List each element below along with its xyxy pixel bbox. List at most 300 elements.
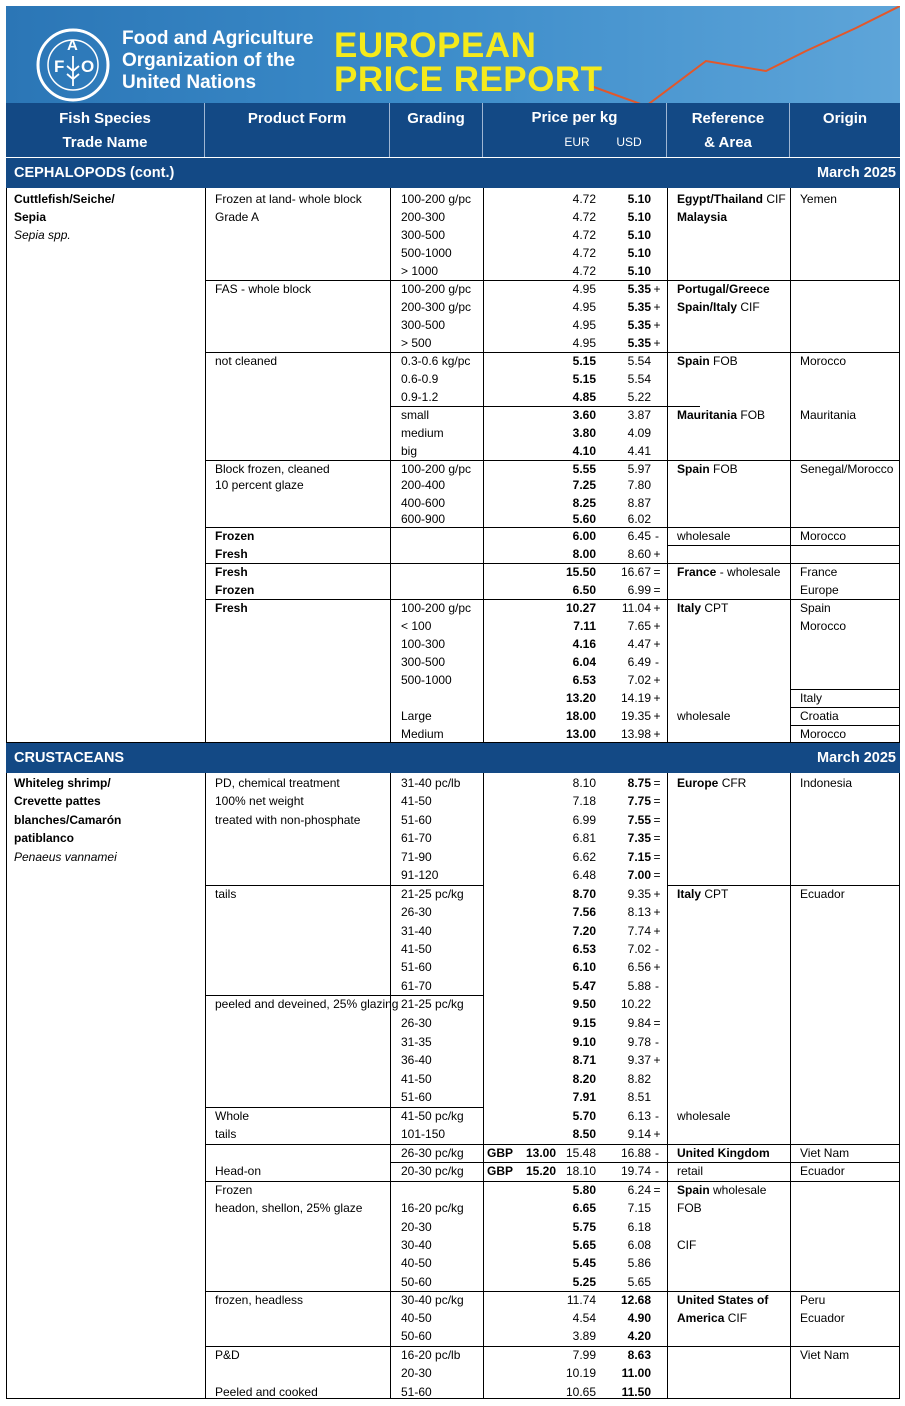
price-eur: 5.47: [572, 979, 596, 993]
price-eur: 7.18: [572, 794, 596, 808]
species-name: patiblanco: [14, 831, 75, 845]
group-divider: [790, 689, 900, 690]
report-title-line-1: EUROPEAN: [334, 26, 537, 65]
group-divider: [790, 707, 900, 708]
header-grading-label: Grading: [407, 110, 465, 127]
reference-market: Spain/Italy: [677, 300, 738, 314]
trend-indicator: =: [653, 1183, 661, 1197]
product-form: P&D: [215, 1348, 240, 1362]
grading: 51-60: [401, 1385, 432, 1399]
origin: Morocco: [800, 354, 847, 368]
section-title: CRUSTACEANS: [14, 750, 125, 766]
origin: Ecuador: [800, 1164, 845, 1178]
table-row: [6, 545, 900, 563]
grading: 16-20 pc/kg: [401, 1201, 464, 1215]
price-usd: 4.47: [627, 637, 651, 651]
header-form-label: Product Form: [247, 110, 347, 127]
table-row: [6, 581, 900, 599]
price-usd: 6.45: [627, 529, 651, 543]
table-row: [6, 958, 900, 976]
grading: 71-90: [401, 850, 432, 864]
table-row: [6, 352, 900, 370]
price-usd: 5.10: [627, 228, 651, 242]
price-eur: 10.27: [565, 601, 596, 615]
price-eur: 6.04: [572, 655, 596, 669]
reference-terms: wholesale: [713, 1183, 767, 1197]
price-eur: 5.65: [572, 1238, 596, 1252]
price-eur: 8.70: [572, 887, 596, 901]
species-name: Cuttlefish/Seiche/: [14, 192, 115, 206]
table-row: [6, 1033, 900, 1051]
table-row: [6, 995, 900, 1013]
price-usd: 6.56: [627, 960, 651, 974]
price-eur: 5.60: [572, 512, 596, 526]
reference-area: [677, 208, 727, 226]
price-usd: 8.60: [627, 547, 651, 561]
table-row: [6, 1162, 900, 1180]
price-usd: 5.10: [627, 246, 651, 260]
grading: 31-35: [401, 1035, 432, 1049]
product-form: tails: [215, 1127, 237, 1141]
price-eur: 5.70: [572, 1109, 596, 1123]
price-usd: 6.24: [627, 1183, 651, 1197]
group-divider: [390, 406, 700, 407]
column-divider: [790, 773, 791, 1399]
product-form: Whole: [215, 1109, 250, 1123]
table-row: [6, 1346, 900, 1364]
section-date: March 2025: [817, 165, 896, 181]
price-usd: 16.67: [620, 565, 651, 579]
price-eur: 8.50: [572, 1127, 596, 1141]
price-eur: 8.20: [572, 1072, 596, 1086]
price-usd: 7.15: [627, 1201, 651, 1215]
price-usd: 9.35: [627, 887, 651, 901]
trend-indicator: -: [655, 1146, 659, 1160]
reference-market: France: [677, 565, 717, 579]
trend-indicator: -: [655, 942, 659, 956]
origin: Ecuador: [800, 887, 845, 901]
grading: 31-40 pc/lb: [401, 776, 461, 790]
grading: medium: [401, 426, 444, 440]
product-form: headon, shellon, 25% glaze: [215, 1201, 363, 1215]
price-eur: 5.25: [572, 1275, 596, 1289]
table-row: [6, 316, 900, 334]
origin: Morocco: [800, 727, 847, 741]
table-row: [6, 635, 900, 653]
grading: 500-1000: [401, 673, 452, 687]
price-eur: 5.55: [572, 462, 596, 476]
price-usd: 5.22: [627, 390, 651, 404]
trend-indicator: -: [655, 1164, 659, 1178]
group-divider: [667, 885, 900, 886]
price-usd: 5.10: [627, 210, 651, 224]
reference-area: [677, 527, 730, 545]
reference-terms: CIF: [677, 1238, 697, 1252]
price-usd: 19.74: [620, 1164, 651, 1178]
reference-area: [677, 406, 765, 424]
price-eur: 5.45: [572, 1256, 596, 1270]
column-divider: [667, 188, 668, 743]
grading: 600-900: [401, 512, 446, 526]
price-eur: 18.10: [565, 1164, 596, 1178]
product-form: Block frozen, cleaned: [215, 462, 330, 476]
grading: Medium: [401, 727, 444, 741]
grading: 100-200 g/pc: [401, 601, 472, 615]
trend-indicator: +: [653, 960, 661, 974]
trend-indicator: -: [655, 979, 659, 993]
table-row: [6, 922, 900, 940]
price-eur: 4.72: [572, 264, 596, 278]
local-price: 13.00: [525, 1146, 556, 1160]
price-usd: 7.00: [627, 868, 651, 882]
header-origin-label: Origin: [822, 110, 868, 127]
grading: 51-60: [401, 1090, 432, 1104]
trend-indicator: +: [653, 905, 661, 919]
trend-indicator: +: [653, 727, 661, 741]
table-row: [6, 599, 900, 617]
price-eur: 9.10: [572, 1035, 596, 1049]
price-usd: 5.65: [627, 1275, 651, 1289]
table-row: [6, 792, 900, 810]
svg-text:F: F: [54, 57, 65, 76]
reference-terms: CIF: [727, 1311, 748, 1325]
table-row: [6, 1236, 900, 1254]
grading: 400-600: [401, 496, 446, 510]
origin: Ecuador: [800, 1311, 845, 1325]
table-row: [6, 527, 900, 545]
table-row: [6, 1144, 900, 1162]
table-row: [6, 653, 900, 671]
table-row: [6, 280, 900, 298]
price-usd: 9.37: [627, 1053, 651, 1067]
reference-market: Spain: [677, 354, 710, 368]
price-eur: 6.53: [572, 673, 596, 687]
price-eur: 7.99: [572, 1348, 596, 1362]
column-divider: [483, 188, 484, 743]
origin: Yemen: [800, 192, 837, 206]
reference-market: Spain: [677, 462, 710, 476]
reference-terms: CPT: [704, 887, 729, 901]
table-row: [6, 1125, 900, 1143]
grading: big: [401, 444, 418, 458]
price-eur: 3.89: [572, 1329, 596, 1343]
product-form: Frozen: [215, 583, 255, 597]
grading: 200-400: [401, 478, 446, 492]
grading: 41-50 pc/kg: [401, 1109, 464, 1123]
reference-terms: wholesale: [677, 709, 731, 723]
table-row: [6, 1309, 900, 1327]
grading: 21-25 pc/kg: [401, 887, 464, 901]
reference-market: Egypt/Thailand: [677, 192, 764, 206]
trend-indicator: =: [653, 565, 661, 579]
grading: 500-1000: [401, 246, 452, 260]
price-eur: 6.65: [572, 1201, 596, 1215]
product-form: Frozen: [215, 529, 255, 543]
grading: 41-50: [401, 942, 432, 956]
table-row: [6, 298, 900, 316]
grading: 100-200 g/pc: [401, 462, 472, 476]
price-eur: 8.25: [572, 496, 596, 510]
price-eur: 11.74: [566, 1293, 596, 1307]
trend-indicator: -: [655, 1035, 659, 1049]
group-divider: [205, 599, 900, 600]
price-usd: 19.35: [620, 709, 651, 723]
product-form: Frozen: [215, 1183, 253, 1197]
grading: Large: [401, 709, 432, 723]
column-divider: [667, 773, 668, 1399]
table-row: [6, 406, 900, 424]
trend-indicator: +: [653, 336, 661, 350]
grading: 51-60: [401, 813, 432, 827]
table-row: [6, 811, 900, 829]
origin: Mauritania: [800, 408, 857, 422]
reference-area: [677, 1107, 730, 1125]
product-form: FAS - whole block: [215, 282, 312, 296]
price-usd: 12.68: [620, 1293, 651, 1307]
product-form: 100% net weight: [215, 794, 304, 808]
product-form: Head-on: [215, 1164, 262, 1178]
price-usd: 6.18: [627, 1220, 651, 1234]
product-form: Grade A: [215, 210, 260, 224]
group-divider: [205, 885, 483, 886]
table-row: [6, 190, 900, 208]
reference-area: [677, 190, 786, 208]
table-row: [6, 848, 900, 866]
price-usd: 5.54: [627, 372, 651, 386]
table-row: [6, 1273, 900, 1291]
reference-terms: FOB: [677, 1201, 702, 1215]
reference-area: [677, 298, 760, 316]
price-eur: 4.95: [572, 318, 596, 332]
price-usd: 8.87: [627, 496, 651, 510]
group-divider: [667, 527, 900, 528]
price-usd: 6.08: [627, 1238, 651, 1252]
reference-area: [677, 280, 770, 298]
product-form: Peeled and cooked: [215, 1385, 318, 1399]
species-name: blanches/Camarón: [14, 813, 122, 827]
svg-text:O: O: [81, 57, 95, 76]
price-eur: 4.72: [572, 228, 596, 242]
group-divider: [667, 545, 900, 546]
grading: 20-30: [401, 1220, 432, 1234]
table-border: [6, 773, 7, 1399]
grading: 20-30: [401, 1366, 432, 1380]
price-usd: 8.13: [627, 905, 651, 919]
grading: 41-50: [401, 1072, 432, 1086]
group-divider: [790, 280, 900, 281]
grading: 91-120: [401, 868, 439, 882]
price-eur: 4.72: [572, 246, 596, 260]
reference-terms: CIF: [766, 192, 786, 206]
table-row: [6, 334, 900, 352]
table-row: [6, 940, 900, 958]
trend-indicator: +: [653, 637, 661, 651]
price-eur: 6.00: [572, 529, 596, 543]
price-usd: 6.13: [627, 1109, 651, 1123]
header-eur: EUR: [564, 135, 590, 149]
column-divider: [390, 188, 391, 743]
price-eur: 4.85: [572, 390, 596, 404]
price-eur: 3.60: [572, 408, 596, 422]
price-eur: 13.00: [565, 727, 596, 741]
price-eur: 7.20: [572, 924, 596, 938]
reference-market: Portugal/Greece: [677, 282, 770, 296]
trend-indicator: =: [653, 813, 661, 827]
header-usd: USD: [616, 135, 642, 149]
group-divider: [390, 1162, 667, 1163]
price-eur: 6.50: [572, 583, 596, 597]
trend-indicator: +: [653, 673, 661, 687]
product-form: peeled and deveined, 25% glazing: [215, 997, 399, 1011]
origin: Indonesia: [800, 776, 853, 790]
table-row: [6, 476, 900, 494]
price-usd: 4.09: [627, 426, 651, 440]
price-usd: 5.35: [627, 318, 651, 332]
table-row: [6, 774, 900, 792]
reference-market: Spain: [677, 1183, 710, 1197]
trend-indicator: +: [653, 619, 661, 633]
group-divider: [205, 352, 900, 353]
table-row: [6, 208, 900, 226]
species-name: Whiteleg shrimp/: [14, 776, 111, 790]
table-row: [6, 226, 900, 244]
reference-area: [677, 1309, 747, 1327]
grading: 200-300: [401, 210, 446, 224]
price-usd: 9.84: [627, 1016, 651, 1030]
price-usd: 6.02: [627, 512, 651, 526]
reference-terms: retail: [677, 1164, 704, 1178]
price-eur: 13.20: [565, 691, 596, 705]
price-usd: 7.74: [627, 924, 651, 938]
reference-area: [677, 1181, 766, 1199]
price-usd: 11.04: [621, 601, 651, 615]
column-divider: [483, 1144, 484, 1181]
table-row: [6, 563, 900, 581]
price-eur: 15.50: [565, 565, 596, 579]
origin: Croatia: [800, 709, 839, 723]
grading: 36-40: [401, 1053, 432, 1067]
price-usd: 5.10: [627, 192, 651, 206]
table-row: [6, 1364, 900, 1382]
species-name: Crevette pattes: [14, 794, 101, 808]
price-usd: 7.02: [627, 673, 651, 687]
table-row: [6, 262, 900, 280]
grading: 300-500: [401, 655, 446, 669]
table-row: [6, 1070, 900, 1088]
grading: 0.6-0.9: [401, 372, 439, 386]
trend-indicator: +: [653, 282, 661, 296]
origin: Senegal/Morocco: [800, 462, 894, 476]
grading: 200-300 g/pc: [401, 300, 472, 314]
price-eur: 8.10: [572, 776, 596, 790]
grading: 51-60: [401, 960, 432, 974]
reference-area: [677, 1144, 770, 1162]
origin: France: [800, 565, 838, 579]
product-form: Frozen at land- whole block: [215, 192, 362, 206]
price-usd: 4.20: [627, 1329, 651, 1343]
reference-terms: wholesale: [677, 529, 731, 543]
price-usd: 7.15: [627, 850, 651, 864]
trend-indicator: =: [653, 583, 661, 597]
report-title-line-2: PRICE REPORT: [334, 60, 603, 99]
price-eur: 4.16: [572, 637, 596, 651]
table-row: [6, 829, 900, 847]
grading: 100-300: [401, 637, 446, 651]
trend-indicator: +: [653, 601, 661, 615]
table-row: [6, 442, 900, 460]
table-border: [899, 188, 900, 743]
price-usd: 5.10: [627, 264, 651, 278]
product-form: PD, chemical treatment: [215, 776, 340, 790]
product-form: Fresh: [215, 547, 248, 561]
reference-market: United Kingdom: [677, 1146, 770, 1160]
header-species-line-2: Trade Name: [62, 134, 148, 151]
price-usd: 8.63: [627, 1348, 651, 1362]
origin: Viet Nam: [800, 1146, 850, 1160]
species-name: Sepia spp.: [14, 228, 71, 242]
price-eur: 8.71: [572, 1053, 596, 1067]
price-eur: 7.11: [573, 619, 596, 633]
reference-area: [677, 1199, 702, 1217]
price-usd: 3.87: [627, 408, 651, 422]
reference-area: [677, 599, 728, 617]
group-divider: [205, 1181, 900, 1182]
local-currency: GBP: [487, 1164, 514, 1178]
org-name-line-3: United Nations: [122, 72, 257, 93]
grading: 100-200 g/pc: [401, 282, 472, 296]
table-border: [6, 188, 7, 743]
trend-indicator: +: [653, 300, 661, 314]
price-eur: 7.25: [572, 478, 596, 492]
trend-indicator: +: [653, 887, 661, 901]
grading: 0.9-1.2: [401, 390, 439, 404]
price-eur: 18.00: [565, 709, 596, 723]
origin: Europe: [800, 583, 839, 597]
trend-indicator: =: [653, 850, 661, 864]
grading: 26-30 pc/kg: [401, 1146, 464, 1160]
trend-indicator: -: [655, 529, 659, 543]
reference-market: Italy: [677, 887, 702, 901]
price-usd: 8.51: [627, 1090, 651, 1104]
grading: 40-50: [401, 1256, 432, 1270]
reference-market: United States of: [677, 1293, 769, 1307]
trend-indicator: +: [653, 1053, 661, 1067]
price-usd: 7.35: [627, 831, 651, 845]
trend-indicator: +: [653, 924, 661, 938]
price-eur: 4.72: [572, 192, 596, 206]
trend-indicator: =: [653, 831, 661, 845]
price-eur: 4.54: [572, 1311, 596, 1325]
group-divider: [205, 1107, 483, 1108]
table-row: [6, 689, 900, 707]
grading: 50-60: [401, 1329, 432, 1343]
price-eur: 6.99: [572, 813, 596, 827]
org-name-line-2: Organization of the: [122, 50, 296, 71]
reference-area: [677, 885, 728, 903]
table-border: [899, 773, 900, 1399]
price-usd: 11.50: [621, 1385, 651, 1399]
table-border: [6, 1398, 900, 1399]
product-form: Fresh: [215, 601, 248, 615]
table-row: [6, 977, 900, 995]
price-eur: 15.48: [565, 1146, 596, 1160]
price-usd: 10.22: [620, 997, 651, 1011]
trend-indicator: +: [653, 709, 661, 723]
table-row: [6, 1107, 900, 1125]
product-form: 10 percent glaze: [215, 478, 304, 492]
group-divider: [205, 995, 483, 996]
price-usd: 4.41: [627, 444, 651, 458]
